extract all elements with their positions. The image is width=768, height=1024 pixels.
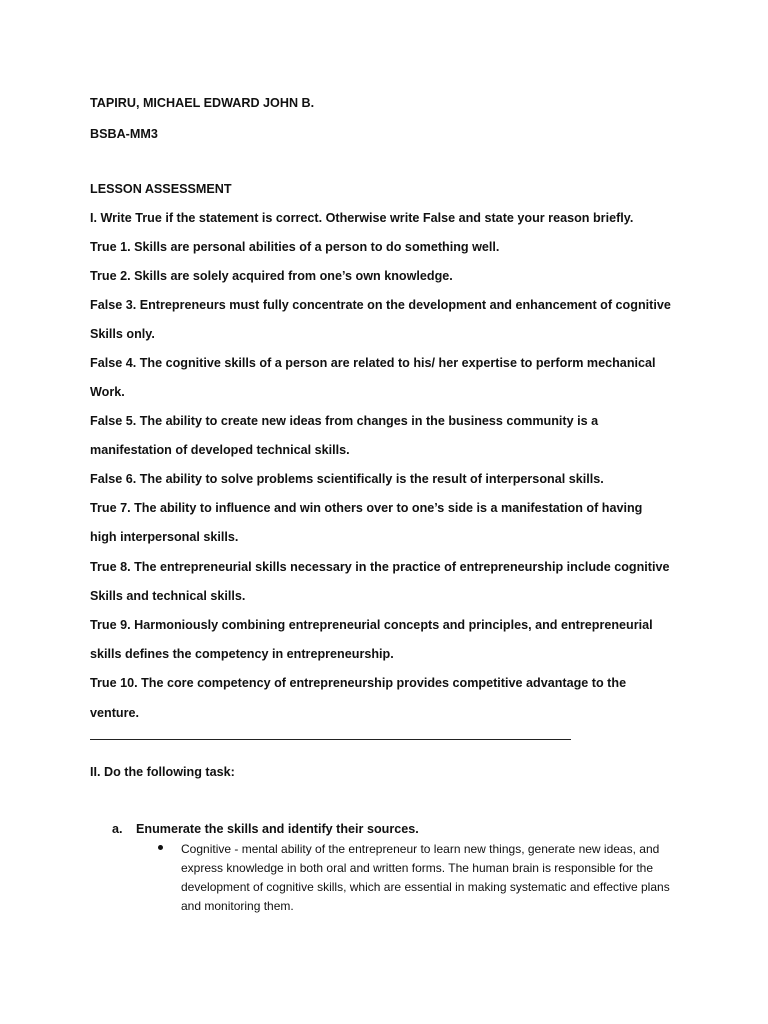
answer-line: Skills and technical skills. xyxy=(90,589,246,603)
answer-line: False 5. The ability to create new ideas from changes in the business community is a xyxy=(90,414,599,428)
answer-line: False 4. The cognitive skills of a person are related to his/ her expertise to perform mechanical xyxy=(90,356,656,370)
answer-line: True 9. Harmoniously combining entrepreneurial concepts and principles, and entrepreneurial xyxy=(90,618,653,632)
answer-line: venture. xyxy=(90,706,139,720)
answer-line: manifestation of developed technical skills. xyxy=(90,443,350,457)
answer-line: True 10. The core competency of entrepreneurship provides competitive advantage to the xyxy=(90,676,627,690)
part2-title: II. Do the following task: xyxy=(90,765,235,779)
answer-line: True 2. Skills are solely acquired from one’s own knowledge. xyxy=(90,269,453,283)
bullet-cognitive: Cognitive - mental ability of the entrepreneur to learn new things, generate new ideas, and express knowledge in both oral and written forms. The human brain is responsible for the development of cognitive skills, which are essential in making systematic and effective plans and monitoring them. xyxy=(181,842,670,913)
answer-line: high interpersonal skills. xyxy=(90,530,239,544)
answer-line: False 3. Entrepreneurs must fully concentrate on the development and enhancement of cognitive xyxy=(90,298,671,312)
student-name: TAPIRU, MICHAEL EDWARD JOHN B. xyxy=(90,96,315,110)
task-a-letter: a. xyxy=(112,822,123,836)
answer-line: Skills only. xyxy=(90,327,155,341)
answer-line: skills defines the competency in entrepreneurship. xyxy=(90,647,394,661)
task-a-text: Enumerate the skills and identify their sources. xyxy=(136,822,419,836)
task-a xyxy=(112,821,419,837)
answer-line: Work. xyxy=(90,385,125,399)
answer-line: True 7. The ability to influence and win others over to one’s side is a manifestation of having xyxy=(90,501,643,515)
answer-line: True 8. The entrepreneurial skills necessary in the practice of entrepreneurship include cognitive xyxy=(90,560,670,574)
bullet-icon xyxy=(158,845,163,850)
section-title: LESSON ASSESSMENT xyxy=(90,182,232,196)
section-divider xyxy=(90,739,571,740)
student-course: BSBA-MM3 xyxy=(90,127,158,141)
answer-line: True 1. Skills are personal abilities of a person to do something well. xyxy=(90,240,500,254)
part1-instruction: I. Write True if the statement is correct. Otherwise write False and state your reason briefly. xyxy=(90,211,634,225)
answer-line: False 6. The ability to solve problems scientifically is the result of interpersonal skills. xyxy=(90,472,604,486)
